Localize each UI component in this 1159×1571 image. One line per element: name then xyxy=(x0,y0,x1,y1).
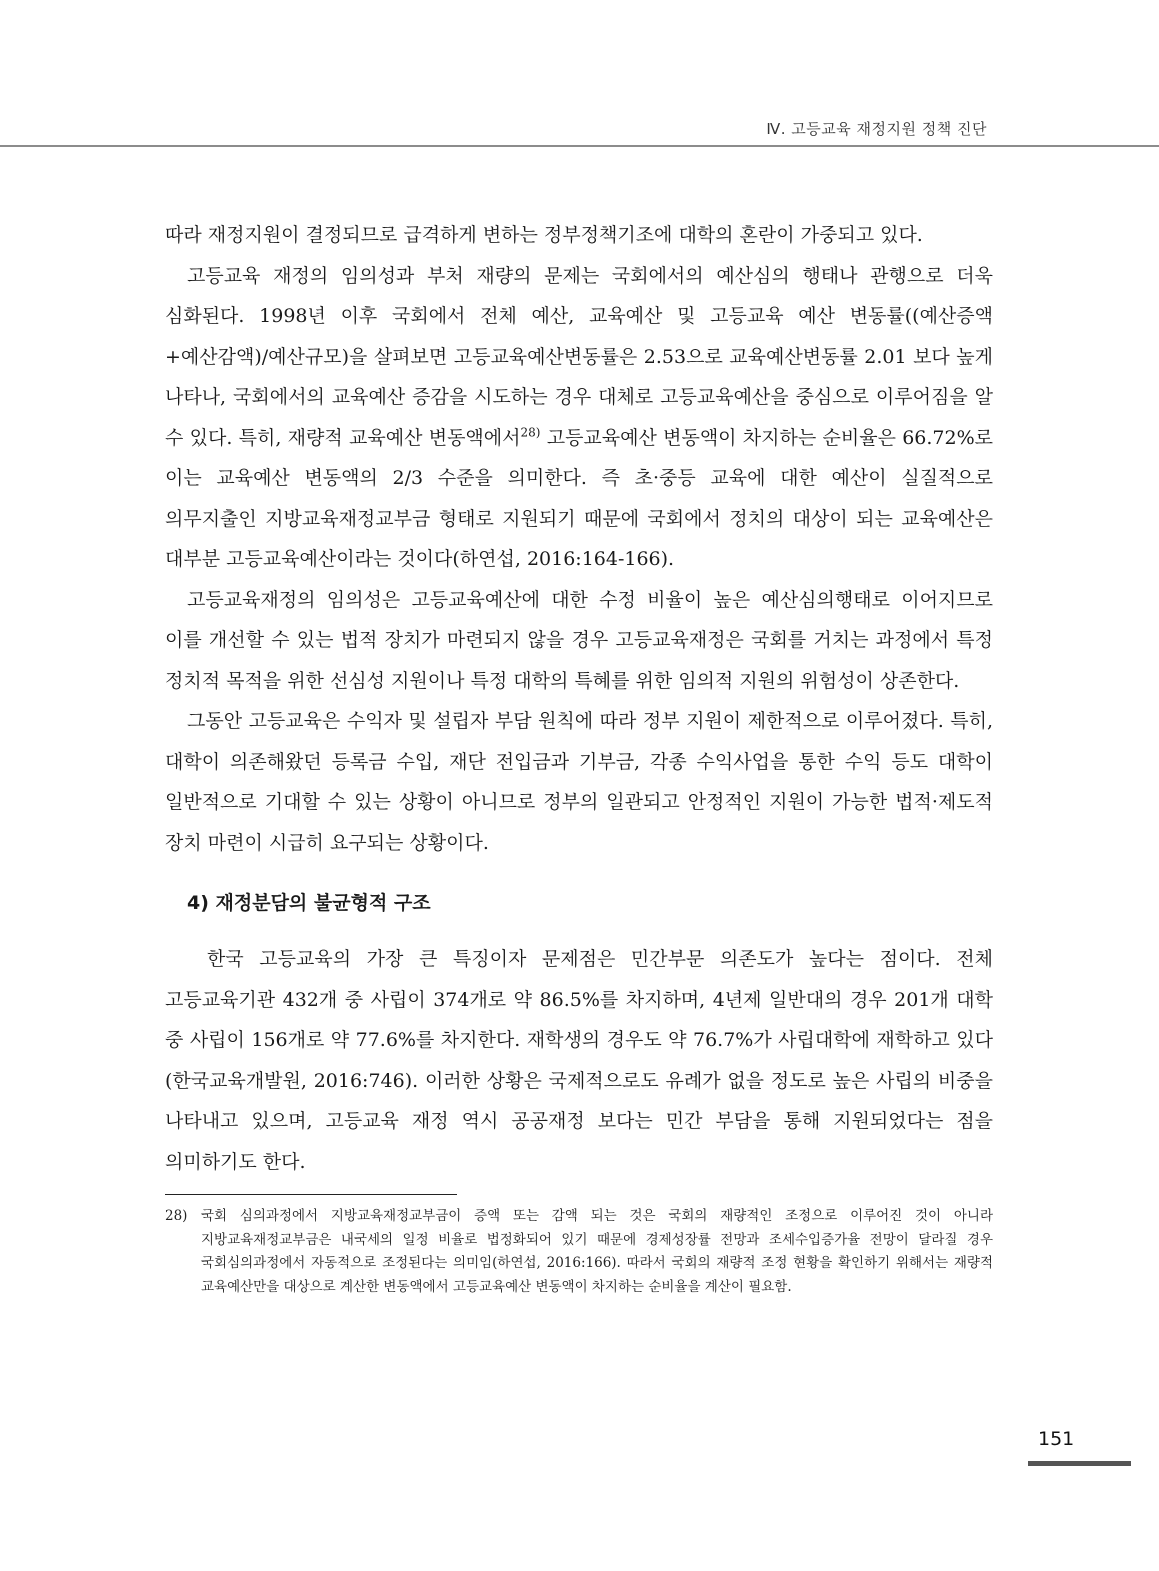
footnote-number: 28) xyxy=(165,1208,188,1224)
running-header: Ⅳ. 고등교육 재정지원 정책 진단 xyxy=(766,120,987,138)
paragraph-1: 따라 재정지원이 결정되므로 급격하게 변하는 정부정책기조에 대학의 혼란이 가중되고 있다. xyxy=(165,224,923,246)
footnote-reference-28[interactable]: 28) xyxy=(520,425,541,440)
paragraph-2 xyxy=(165,256,993,580)
section-heading: 4) 재정분담의 불균형적 구조 xyxy=(187,892,431,914)
page-number: 151 xyxy=(1038,1428,1075,1450)
paragraph-3: 고등교육재정의 임의성은 고등교육예산에 대한 수정 비율이 높은 예산심의행태로 이어지므로 이를 개선할 수 있는 법적 장치가 마련되지 않을 경우 고등교육재정은 국회를 거치는 과정에서 특정 정치적 목적을 위한 선심성 지원이나 특정 대학의 특혜를 위한 임의적 지원의 위험성이 상존한다. xyxy=(165,588,993,692)
footnote-separator xyxy=(165,1194,457,1195)
footnote-28 xyxy=(165,1205,993,1299)
paragraph-2-text-a: 고등교육 재정의 임의성과 부처 재량의 문제는 국회에서의 예산심의 행태나 관행으로 더욱 심화된다. 1998년 이후 국회에서 전체 예산, 교육예산 및 고등교육 예산 변동률((예산증액+예산감액)/예산규모)을 살펴보면 고등교육예산변동률은 2.53으로 교육예산변동률 2.01 보다 높게 나타나, 국회에서의 교육예산 증감을 시도하는 경우 대체로 고등교육예산을 중심으로 이루어짐을 알 수 있다. 특히, 재량적 교육예산 변동액에서 xyxy=(165,264,993,449)
header-rule xyxy=(0,145,1159,147)
footer-bar xyxy=(1028,1461,1131,1466)
page-body xyxy=(165,215,993,1299)
paragraph-2-text-b: 고등교육예산 변동액이 차지하는 순비율은 66.72%로 이는 교육예산 변동액의 2/3 수준을 의미한다. 즉 초·중등 교육에 대한 예산이 실질적으로 의무지출인 지방교육재정교부금 형태로 지원되기 때문에 국회에서 정치의 대상이 되는 교육예산은 대부분 고등교육예산이라는 것이다(하연섭, 2016:164-166). xyxy=(165,426,993,570)
footnote-text: 국회 심의과정에서 지방교육재정교부금이 증액 또는 감액 되는 것은 국회의 재량적인 조정으로 이루어진 것이 아니라 지방교육재정교부금은 내국세의 일정 비율로 법정화되어 있기 때문에 경제성장률 전망과 조세수입증가율 전망이 달라질 경우 국회심의과정에서 자동적으로 조정된다는 의미임(하연섭, 2016:166). 따라서 국회의 재량적 조정 현황을 확인하기 위해서는 재량적 교육예산만을 대상으로 계산한 변동액에서 고등교육예산 변동액이 차지하는 순비율을 계산이 필요함. xyxy=(201,1208,993,1295)
paragraph-5: 한국 고등교육의 가장 큰 특징이자 문제점은 민간부문 의존도가 높다는 점이다. 전체 고등교육기관 432개 중 사립이 374개로 약 86.5%를 차지하며, 4년제 일반대의 경우 201개 대학 중 사립이 156개로 약 77.6%를 차지한다. 재학생의 경우도 약 76.7%가 사립대학에 재학하고 있다(한국교육개발원, 2016:746). 이러한 상황은 국제적으로도 유례가 없을 정도로 높은 사립의 비중을 나타내고 있으며, 고등교육 재정 역시 공공재정 보다는 민간 부담을 통해 지원되었다는 점을 의미하기도 한다. xyxy=(165,948,993,1173)
paragraph-4: 그동안 고등교육은 수익자 및 설립자 부담 원칙에 따라 정부 지원이 제한적으로 이루어졌다. 특히, 대학이 의존해왔던 등록금 수입, 재단 전입금과 기부금, 각종 수익사업을 통한 수익 등도 대학이 일반적으로 기대할 수 있는 상황이 아니므로 정부의 일관되고 안정적인 지원이 가능한 법적·제도적 장치 마련이 시급히 요구되는 상황이다. xyxy=(165,710,993,854)
